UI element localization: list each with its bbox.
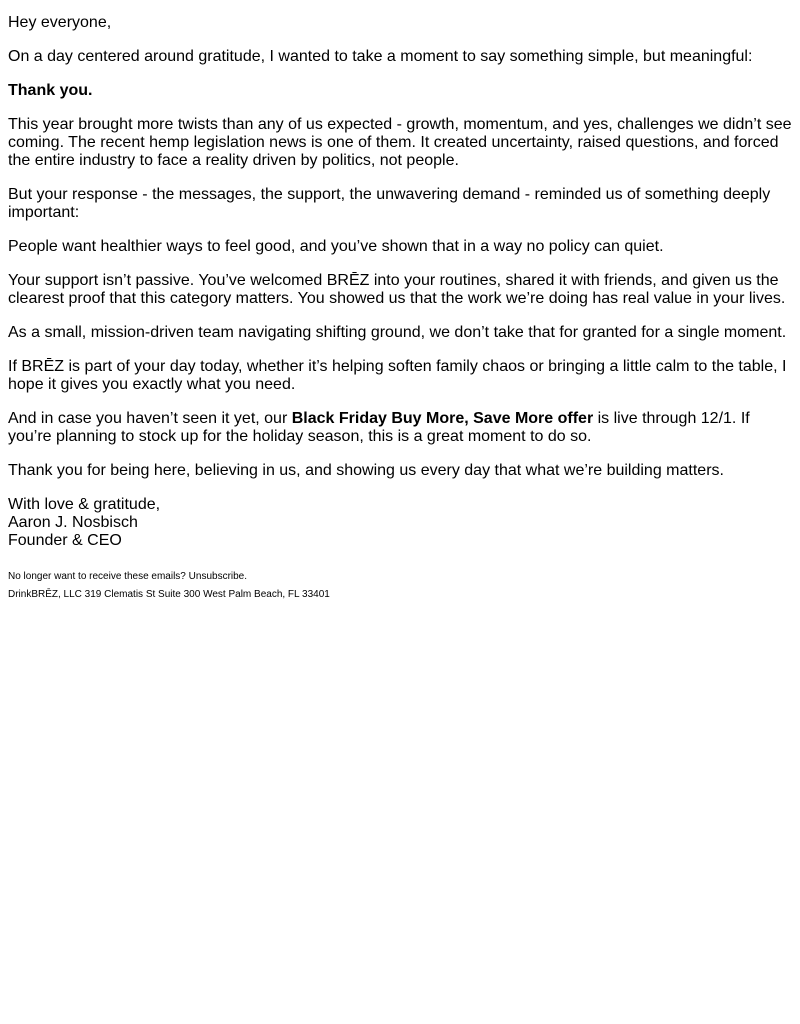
- paragraph-support: Your support isn’t passive. You’ve welcomed BRĒZ into your routines, shared it with friends, and given us the clearest proof that this category matters. You showed us that the work we’re doing has real value in your lives.: [8, 272, 786, 307]
- offer-text-after: is live through 12/1. If you’re planning to stock up for the holiday season, this is a great moment to do so.: [8, 410, 750, 445]
- unsubscribe-prefix: No longer want to receive these emails?: [8, 571, 189, 582]
- greeting: Hey everyone,: [8, 14, 112, 31]
- offer-text-before: And in case you haven’t seen it yet, our: [8, 410, 292, 427]
- unsubscribe-link[interactable]: Unsubscribe: [188, 571, 245, 582]
- signature-block: [8, 496, 792, 550]
- paragraph-brez-day: If BRĒZ is part of your day today, whether it’s helping soften family chaos or bringing a little calm to the table, I hope it gives you exactly what you need.: [8, 358, 787, 393]
- signoff-closing: With love & gratitude,: [8, 496, 161, 513]
- signoff-name: Aaron J. Nosbisch: [8, 514, 138, 531]
- thank-you-text: Thank you.: [8, 82, 93, 99]
- paragraph-healthier-ways: People want healthier ways to feel good, and you’ve shown that in a way no policy can quiet.: [8, 238, 664, 255]
- paragraph-year-review: This year brought more twists than any of us expected - growth, momentum, and yes, challenges we didn’t see coming. The recent hemp legislation news is one of them. It created uncertainty, raised questions, and forced the entire industry to face a reality driven by politics, not people.: [8, 116, 792, 169]
- email-footer: [8, 570, 792, 602]
- paragraph-closing-thanks: Thank you for being here, believing in us, and showing us every day that what we’re building matters.: [8, 462, 724, 479]
- company-address: DrinkBRĒZ, LLC 319 Clematis St Suite 300 West Palm Beach, FL 33401: [8, 589, 330, 600]
- paragraph-offer: [8, 410, 792, 446]
- paragraph-response: But your response - the messages, the support, the unwavering demand - reminded us of something deeply important:: [8, 186, 771, 221]
- signoff-title: Founder & CEO: [8, 532, 122, 549]
- thank-you-heading: [8, 82, 792, 100]
- offer-name: Black Friday Buy More, Save More offer: [291, 410, 594, 427]
- unsubscribe-suffix: .: [244, 571, 248, 582]
- intro-paragraph: On a day centered around gratitude, I wanted to take a moment to say something simple, but meaningful:: [8, 48, 753, 65]
- paragraph-small-team: As a small, mission-driven team navigating shifting ground, we don’t take that for granted for a single moment.: [8, 324, 787, 341]
- unsubscribe-line: [8, 570, 792, 584]
